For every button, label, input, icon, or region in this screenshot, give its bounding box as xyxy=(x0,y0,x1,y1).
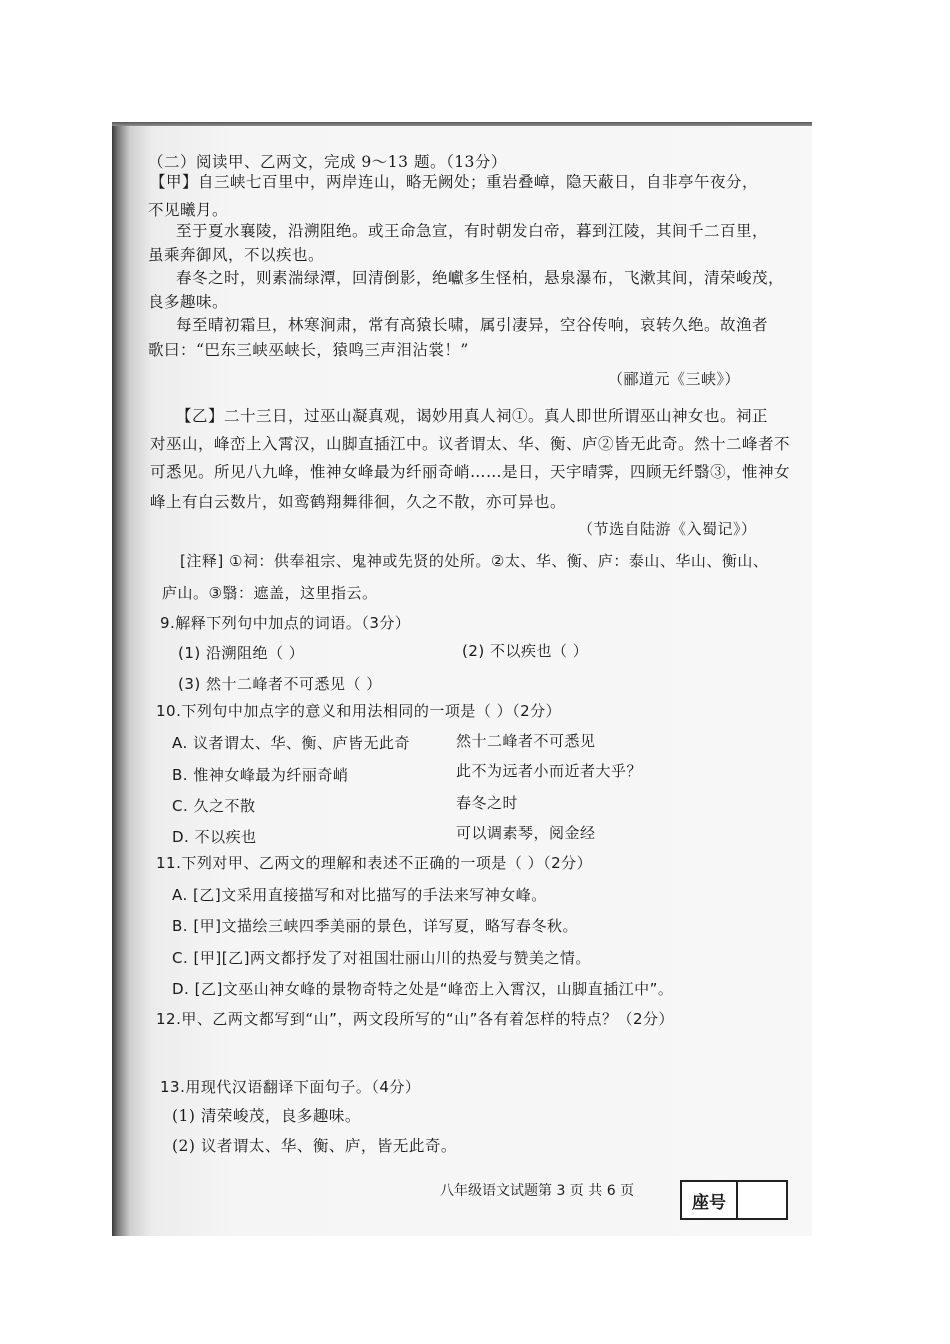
q9-item-2[interactable]: (2) 不以疾也（ ） xyxy=(462,642,589,660)
annotation-line: 庐山。③翳：遮盖，这里指云。 xyxy=(162,584,378,602)
q9-stem: 9.解释下列句中加点的词语。（3分） xyxy=(160,614,411,632)
jia-line: 良多趣味。 xyxy=(148,293,229,311)
jia-line: 至于夏水襄陵，沿溯阻绝。或王命急宣，有时朝发白帝，暮到江陵，其间千二百里， xyxy=(176,222,769,240)
q11-option-d[interactable]: D. [乙]文巫山神女峰的景物奇特之处是“峰峦上入霄汉，山脚直插江中”。 xyxy=(172,980,674,998)
q11-stem: 11.下列对甲、乙两文的理解和表述不正确的一项是（ ）（2分） xyxy=(156,854,593,872)
jia-source: （郦道元《三峡》） xyxy=(608,370,741,388)
q10-stem: 10.下列句中加点字的意义和用法相同的一项是（ ）（2分） xyxy=(156,702,562,720)
q10-option-b[interactable]: B. 惟神女峰最为纤丽奇峭 xyxy=(172,766,349,784)
seat-label: 座号 xyxy=(682,1182,738,1218)
q12-stem: 12.甲、乙两文都写到“山”，两文段所写的“山”各有着怎样的特点？（2分） xyxy=(156,1010,674,1028)
jia-line: 歌曰：“巴东三峡巫峡长，猿鸣三声泪沾裳！” xyxy=(148,341,469,359)
q10-option-c-pair: 春冬之时 xyxy=(456,794,519,812)
yi-line: 峰上有白云数片，如鸾鹤翔舞徘徊，久之不散，亦可异也。 xyxy=(150,493,567,511)
seat-number-field[interactable] xyxy=(738,1182,786,1218)
jia-line: 【甲】自三峡七百里中，两岸连山，略无阙处；重岩叠嶂，隐天蔽日，自非亭午夜分， xyxy=(150,173,759,191)
q10-option-c[interactable]: C. 久之不散 xyxy=(172,797,256,815)
seat-number-box[interactable] xyxy=(680,1180,788,1220)
q10-option-d-pair: 可以调素琴，阅金经 xyxy=(456,824,596,842)
q9-item-3[interactable]: (3) 然十二峰者不可悉见（ ） xyxy=(178,675,382,693)
yi-line: 可悉见。所见八九峰，惟神女峰最为纤丽奇峭……是日，天宇晴霁，四顾无纤翳③，惟神女 xyxy=(150,463,791,481)
q10-option-a-pair: 然十二峰者不可悉见 xyxy=(456,732,596,750)
q13-stem: 13.用现代汉语翻译下面句子。（4分） xyxy=(160,1078,421,1096)
q10-option-d[interactable]: D. 不以疾也 xyxy=(172,828,257,846)
q13-item-1: (1) 清荣峻茂，良多趣味。 xyxy=(172,1107,361,1125)
q9-item-1[interactable]: (1) 沿溯阻绝（ ） xyxy=(178,644,305,662)
q11-option-b[interactable]: B. [甲]文描绘三峡四季美丽的景色，详写夏，略写春冬秋。 xyxy=(172,917,579,935)
yi-line: 【乙】二十三日，过巫山凝真观，谒妙用真人祠①。真人即世所谓巫山神女也。祠正 xyxy=(176,407,769,425)
page-footer: 八年级语文试题第 3 页 共 6 页 xyxy=(440,1183,635,1199)
q10-option-a[interactable]: A. 议者谓太、华、衡、庐皆无此奇 xyxy=(172,734,411,752)
yi-source: （节选自陆游《入蜀记》） xyxy=(578,520,757,538)
yi-line: 对巫山，峰峦上入霄汉，山脚直插江中。议者谓太、华、衡、庐②皆无此奇。然十二峰者不 xyxy=(150,435,791,453)
q13-item-2: (2) 议者谓太、华、衡、庐，皆无此奇。 xyxy=(172,1137,457,1155)
q10-option-b-pair: 此不为远者小而近者大乎？ xyxy=(456,762,643,780)
section-heading: （二）阅读甲、乙两文，完成 9～13 题。（13分） xyxy=(148,153,507,171)
jia-line: 不见曦月。 xyxy=(148,201,229,219)
jia-line: 虽乘奔御风，不以疾也。 xyxy=(148,246,325,264)
jia-line: 春冬之时，则素湍绿潭，回清倒影，绝巘多生怪柏，悬泉瀑布，飞漱其间，清荣峻茂， xyxy=(176,269,785,287)
q11-option-a[interactable]: A. [乙]文采用直接描写和对比描写的手法来写神女峰。 xyxy=(172,886,547,904)
jia-line: 每至晴初霜旦，林寒涧肃，常有高猿长啸，属引凄异，空谷传响，哀转久绝。故渔者 xyxy=(176,316,769,334)
q11-option-c[interactable]: C. [甲][乙]两文都抒发了对祖国壮丽山川的热爱与赞美之情。 xyxy=(172,949,591,967)
annotation-line: [注释] ①祠：供奉祖宗、鬼神或先贤的处所。②太、华、衡、庐：泰山、华山、衡山、 xyxy=(180,552,769,570)
